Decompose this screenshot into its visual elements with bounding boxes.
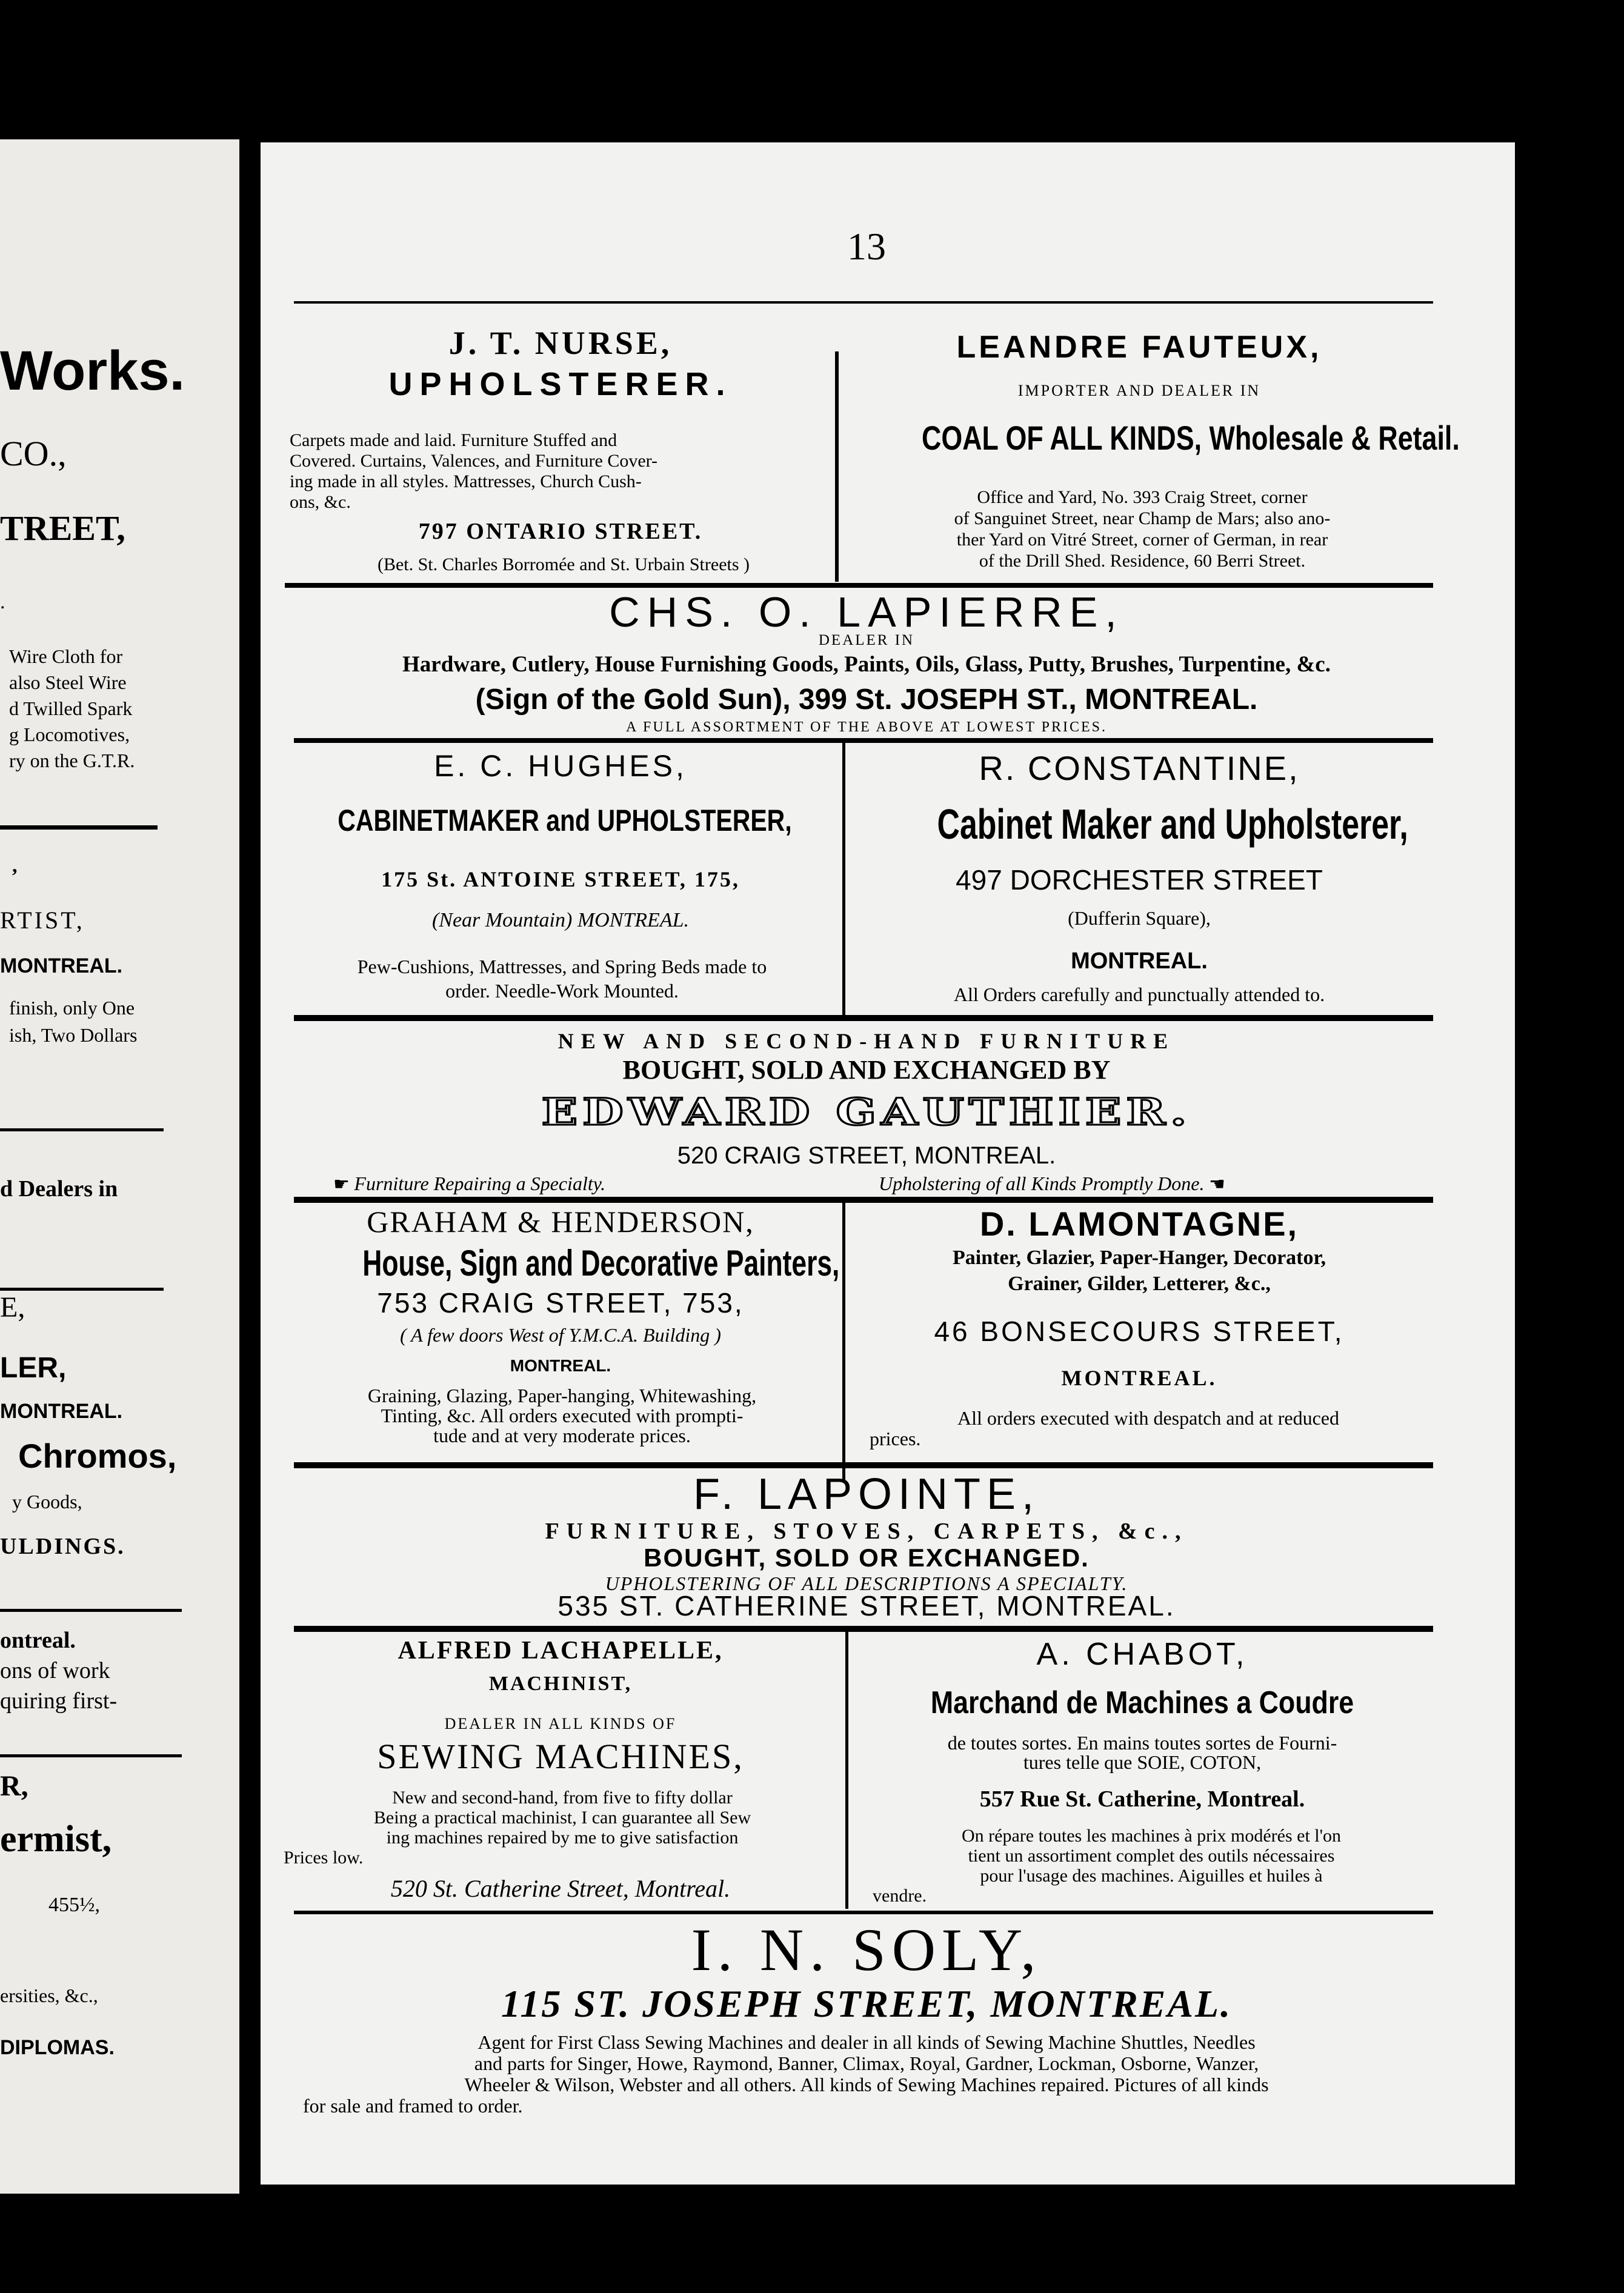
soly-address: 115 ST. JOSEPH STREET, MONTREAL.	[501, 1982, 1233, 2025]
lamontagne-line: All orders executed with despatch and at reduced	[957, 1407, 1339, 1429]
left-page-fragment	[0, 139, 239, 2194]
lachapelle-line: ing machines repaired by me to give satisfaction	[386, 1828, 739, 1848]
graham-address: 753 CRAIG STREET, 753,	[377, 1287, 744, 1319]
chabot-trade: Marchand de Machines a Coudre	[930, 1685, 1354, 1720]
gauthier-right-note: Upholstering of all Kinds Promptly Done.	[879, 1173, 1205, 1194]
lapierre-sign: (Sign of the Gold Sun), 399 St. JOSEPH ST., MONTREAL.	[475, 684, 1258, 716]
lachapelle-machines: SEWING MACHINES,	[377, 1737, 744, 1776]
nurse-line: Carpets made and laid. Furniture Stuffed and	[290, 430, 617, 450]
left-fragment: ermist,	[0, 1819, 112, 1860]
fauteux-line: of the Drill Shed. Residence, 60 Berri Street.	[979, 551, 1306, 571]
left-fragment: TREET,	[0, 508, 125, 548]
hughes-name: E. C. HUGHES,	[434, 749, 687, 783]
lapierre-note: A FULL ASSORTMENT OF THE ABOVE AT LOWEST PRICES.	[626, 719, 1107, 735]
fauteux-coal-wrap	[854, 418, 1460, 458]
lachapelle-line: Prices low.	[284, 1848, 364, 1868]
hughes-line: Pew-Cushions, Mattresses, and Spring Beds made to	[357, 956, 767, 977]
lapierre-dealer: DEALER IN	[818, 632, 915, 648]
left-fragment: 455½,	[48, 1894, 100, 1916]
hughes-trade: CABINETMAKER and UPHOLSTERER,	[338, 804, 792, 837]
gauthier-headline: NEW AND SECOND-HAND FURNITURE	[557, 1029, 1176, 1053]
nurse-address: 797 ONTARIO STREET.	[418, 519, 703, 544]
constantine-trade: Cabinet Maker and Upholsterer,	[937, 800, 1408, 848]
left-fragment: LER,	[0, 1352, 67, 1384]
left-fragment: d Dealers in	[0, 1176, 118, 1202]
fauteux-coal: COAL OF ALL KINDS, Wholesale & Retail.	[921, 419, 1460, 457]
left-fragment: finish, only One	[9, 997, 135, 1019]
left-fragment: ons of work	[0, 1658, 110, 1683]
divider	[294, 1911, 1433, 1914]
hughes-trade-wrap	[288, 803, 833, 838]
pointing-hand-icon: ☛	[333, 1174, 354, 1194]
left-fragment: .	[0, 591, 5, 613]
divider	[294, 1626, 1433, 1632]
lapointe-address: 535 ST. CATHERINE STREET, MONTREAL.	[557, 1590, 1176, 1622]
left-fragment: RTIST,	[0, 907, 85, 934]
gauthier-right-note-wrap	[879, 1173, 1225, 1195]
chabot-name: A. CHABOT,	[1036, 1637, 1248, 1672]
left-fragment: ,	[12, 854, 18, 877]
left-fragment: Wire Cloth for	[9, 645, 123, 667]
column-divider	[845, 1630, 848, 1909]
constantine-name: R. CONSTANTINE,	[979, 749, 1300, 787]
divider	[0, 1609, 182, 1612]
graham-line: Graining, Glazing, Paper-hanging, Whitewashing,	[367, 1385, 757, 1406]
constantine-square: (Dufferin Square),	[1068, 907, 1211, 929]
main-page	[261, 142, 1515, 2185]
lamontagne-name: D. LAMONTAGNE,	[979, 1205, 1299, 1243]
gauthier-left-note: Furniture Repairing a Specialty.	[354, 1173, 606, 1194]
soly-line: and parts for Singer, Howe, Raymond, Banner, Climax, Royal, Gardner, Lockman, Osborne, Wanzer,	[474, 2052, 1259, 2074]
graham-note: ( A few doors West of Y.M.C.A. Building )	[400, 1324, 721, 1346]
lachapelle-line: Being a practical machinist, I can guarantee all Sew	[373, 1808, 751, 1828]
chabot-line2: tient un assortiment complet des outils nécessaires	[968, 1846, 1335, 1866]
left-fragment: ontreal.	[0, 1628, 76, 1653]
left-fragment: ULDINGS.	[0, 1534, 125, 1559]
fauteux-line: Office and Yard, No. 393 Craig Street, corner	[977, 487, 1308, 507]
left-fragment: MONTREAL.	[0, 1400, 123, 1423]
soly-line: Wheeler & Wilson, Webster and all others. All kinds of Sewing Machines repaired. Pictures of all kinds	[464, 2074, 1269, 2095]
column-divider	[842, 742, 845, 1015]
soly-line: for sale and framed to order.	[303, 2095, 523, 2117]
graham-line: tude and at very moderate prices.	[433, 1425, 691, 1446]
lamontagne-body	[870, 1408, 1427, 1449]
lachapelle-address: 520 St. Catherine Street, Montreal.	[390, 1875, 731, 1902]
divider	[0, 1754, 182, 1757]
left-fragment: g Locomotives,	[9, 724, 130, 745]
lapierre-name: CHS. O. LAPIERRE,	[609, 588, 1124, 636]
hughes-line: order. Needle-Work Mounted.	[445, 980, 679, 1002]
chabot-line2: vendre.	[873, 1886, 927, 1906]
gauthier-address: 520 CRAIG STREET, MONTREAL.	[677, 1142, 1056, 1169]
soly-body	[267, 2032, 1466, 2117]
lapointe-bought: BOUGHT, SOLD OR EXCHANGED.	[644, 1543, 1090, 1572]
graham-body	[282, 1386, 842, 1446]
lapointe-name: F. LAPOINTE,	[693, 1470, 1040, 1519]
page-number: 13	[847, 225, 886, 268]
nurse-line: Covered. Curtains, Valences, and Furniture Cover-	[290, 451, 658, 471]
left-fragment: ry on the G.T.R.	[9, 750, 135, 771]
constantine-trade-wrap	[854, 800, 1424, 848]
lachapelle-name: ALFRED LACHAPELLE,	[398, 1637, 724, 1665]
lachapelle-dealer: DEALER IN ALL KINDS OF	[444, 1715, 677, 1732]
left-fragment: CO.,	[0, 434, 67, 473]
pointing-hand-icon: ☚	[1204, 1174, 1225, 1194]
lapointe-specialty: UPHOLSTERING OF ALL DESCRIPTIONS A SPECIALTY.	[605, 1572, 1128, 1594]
chabot-body2	[873, 1826, 1430, 1906]
left-fragment: ersities, &c.,	[0, 1985, 98, 2006]
constantine-note: All Orders carefully and punctually attended to.	[953, 983, 1325, 1005]
nurse-name: J. T. NURSE,	[448, 325, 673, 361]
gauthier-left-note-wrap	[333, 1173, 605, 1195]
lapierre-goods: Hardware, Cutlery, House Furnishing Goods, Paints, Oils, Glass, Putty, Brushes, Turpentine, &c.	[402, 652, 1331, 677]
nurse-between: (Bet. St. Charles Borromée and St. Urbain Streets )	[377, 554, 750, 574]
divider	[0, 825, 158, 830]
hughes-address: 175 St. ANTOINE STREET, 175,	[381, 867, 740, 891]
nurse-line: ing made in all styles. Mattresses, Church Cush-	[290, 471, 642, 491]
gauthier-bought: BOUGHT, SOLD AND EXCHANGED BY	[622, 1055, 1111, 1085]
left-fragment: DIPLOMAS.	[0, 2036, 115, 2059]
gauthier-name-wrap	[261, 1085, 1473, 1140]
column-divider	[835, 351, 839, 582]
ad-nurse	[288, 324, 833, 403]
left-fragment: R,	[0, 1770, 28, 1802]
left-fragment: E,	[0, 1291, 25, 1323]
nurse-trade: UPHOLSTERER.	[388, 366, 733, 402]
divider	[0, 1128, 164, 1131]
column-divider	[842, 1203, 845, 1482]
constantine-address: 497 DORCHESTER STREET	[956, 864, 1323, 896]
left-fragment: y Goods,	[12, 1491, 82, 1513]
fauteux-line: of Sanguinet Street, near Champ de Mars; also ano-	[954, 508, 1331, 528]
chabot-line: tures telle que SOIE, COTON,	[1023, 1751, 1262, 1773]
divider	[294, 301, 1433, 304]
divider	[294, 1015, 1433, 1021]
fauteux-name: LEANDRE FAUTEUX,	[956, 330, 1322, 365]
left-fragment: quiring first-	[0, 1688, 118, 1714]
graham-name: GRAHAM & HENDERSON,	[367, 1205, 754, 1239]
soly-name: I. N. SOLY,	[691, 1916, 1042, 1983]
nurse-line: ons, &c.	[290, 492, 351, 512]
gauthier-name: EDWARD GAUTHIER.	[541, 1091, 1192, 1134]
soly-line: Agent for First Class Sewing Machines and dealer in all kinds of Sewing Machine Shuttles, Needles	[478, 2031, 1256, 2053]
divider	[294, 1197, 1433, 1203]
graham-trade-wrap	[279, 1242, 845, 1284]
left-fragment: d Twilled Spark	[9, 697, 133, 719]
lachapelle-trade: MACHINIST,	[488, 1672, 633, 1695]
hughes-near: (Near Mountain) MONTREAL.	[431, 909, 690, 931]
divider	[285, 583, 1433, 588]
fauteux-line: ther Yard on Vitré Street, corner of German, in rear	[956, 530, 1328, 550]
divider	[294, 738, 1433, 743]
lamontagne-trade2: Grainer, Gilder, Letterer, &c.,	[1008, 1273, 1271, 1295]
lapointe-goods: FURNITURE, STOVES, CARPETS, &c.,	[545, 1519, 1188, 1544]
graham-line: Tinting, &c. All orders executed with prompti-	[381, 1405, 744, 1426]
fauteux-importer: IMPORTER AND DEALER IN	[1017, 382, 1261, 399]
left-fragment: MONTREAL.	[0, 954, 123, 977]
chabot-line2: pour l'usage des machines. Aiguilles et huiles à	[980, 1866, 1323, 1886]
chabot-line2: On répare toutes les machines à prix modérés et l'on	[961, 1826, 1342, 1846]
nurse-body	[290, 430, 835, 513]
lamontagne-line: prices.	[870, 1428, 921, 1449]
chabot-line: de toutes sortes. En mains toutes sortes de Fourni-	[947, 1732, 1337, 1754]
left-fragment: Works.	[0, 340, 185, 402]
chabot-address: 557 Rue St. Catherine, Montreal.	[979, 1786, 1305, 1812]
lamontagne-city: MONTREAL.	[1061, 1366, 1217, 1390]
fauteux-body	[857, 487, 1427, 571]
chabot-body	[857, 1733, 1427, 1772]
lachapelle-line: New and second-hand, from five to fifty dollar	[392, 1788, 733, 1808]
left-fragment: Chromos,	[18, 1437, 177, 1475]
hughes-body	[288, 954, 836, 1003]
graham-city: MONTREAL.	[510, 1356, 611, 1375]
lamontagne-address: 46 BONSECOURS STREET,	[934, 1316, 1345, 1347]
left-fragment: ish, Two Dollars	[9, 1024, 138, 1046]
lamontagne-trade1: Painter, Glazier, Paper-Hanger, Decorator,	[953, 1246, 1326, 1269]
lachapelle-body	[284, 1788, 841, 1868]
divider	[294, 1462, 1433, 1468]
chabot-trade-wrap	[857, 1685, 1427, 1721]
graham-trade: House, Sign and Decorative Painters,	[362, 1243, 840, 1283]
left-fragment: also Steel Wire	[9, 671, 127, 693]
constantine-city: MONTREAL.	[1071, 948, 1208, 974]
